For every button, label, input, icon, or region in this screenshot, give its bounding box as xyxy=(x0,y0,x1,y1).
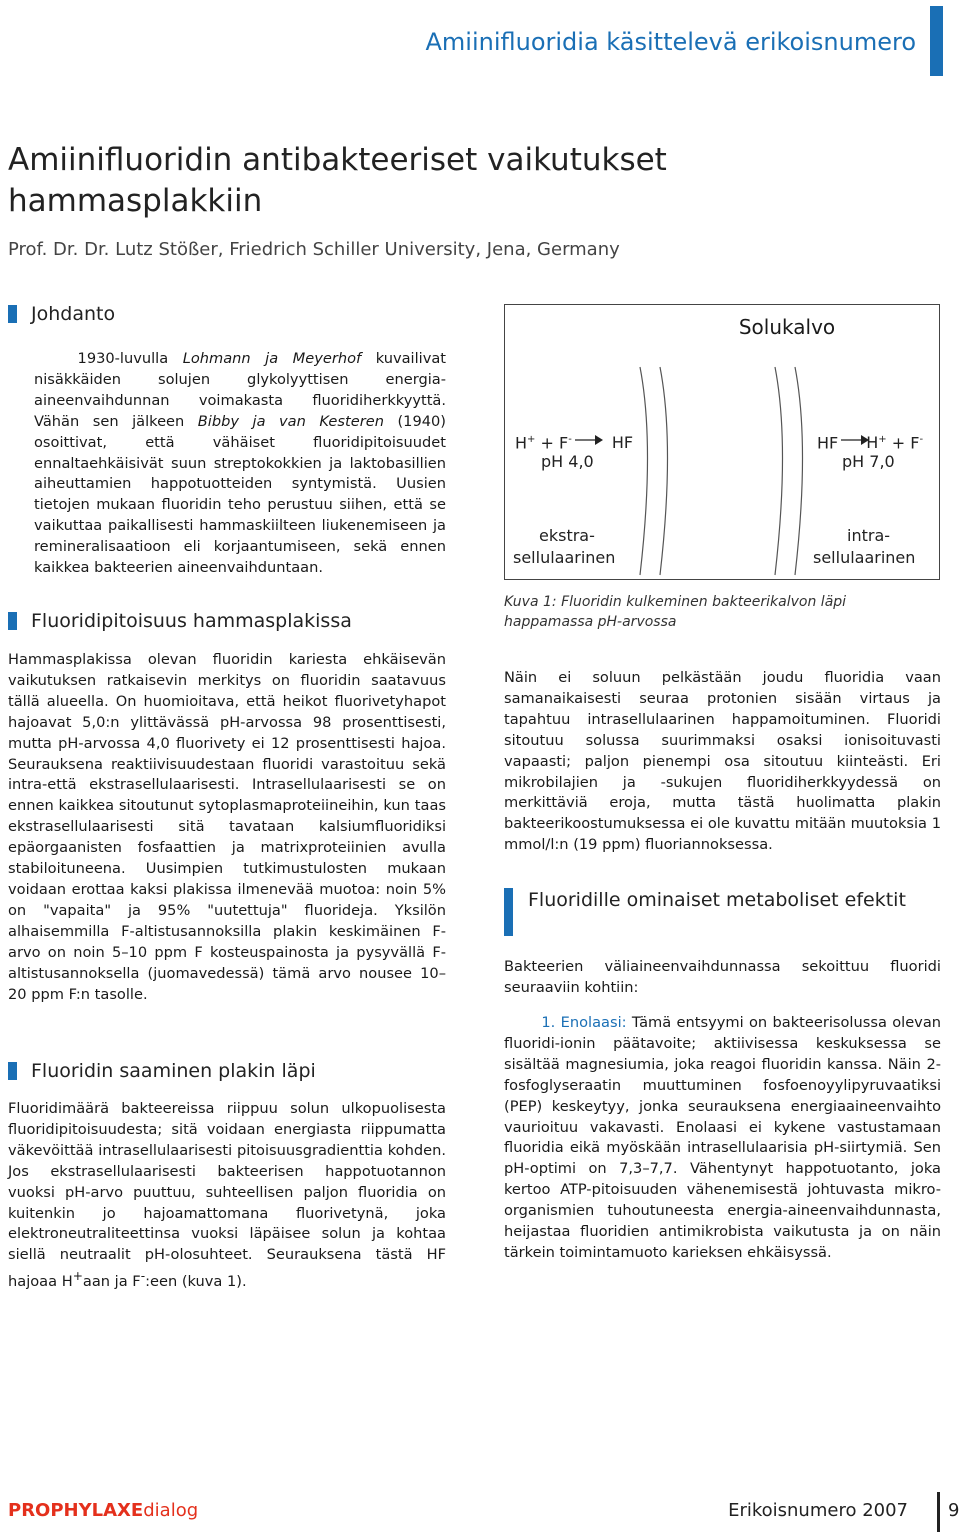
membrane-line xyxy=(795,367,803,575)
superscript: + xyxy=(878,434,887,445)
text-run: kuvailivat nisäkkäiden solujen glykolyyttisen energia-aineenvaihdunnan voimakasta fluoridiherkkyyttä. Vähän sen jälkeen xyxy=(34,350,446,430)
membrane-line xyxy=(660,367,668,575)
figure-title: Solukalvo xyxy=(738,315,836,339)
brand-bold: PROPHYLAXE xyxy=(8,1500,144,1521)
section-heading-fluoridipitoisuus xyxy=(8,610,352,632)
text-run-italic: Lohmann ja Meyerhof xyxy=(182,350,362,367)
figure-caption: Kuva 1: Fluoridin kulkeminen bakteerikalvon läpi happamassa pH-arvossa xyxy=(504,594,847,630)
ph-intracellular: pH 7,0 xyxy=(842,452,895,471)
running-title: Amiinifluoridia käsittelevä erikoisnumero xyxy=(425,28,916,56)
item-label: 1. Enolaasi: xyxy=(541,1014,627,1031)
text-run: :een (kuva 1). xyxy=(145,1273,247,1291)
text-run: + F xyxy=(535,433,569,453)
label-intracellular-1: intra- xyxy=(847,526,891,545)
text-run: H xyxy=(866,433,879,453)
footer-divider xyxy=(937,1492,940,1532)
membrane-line xyxy=(640,367,648,575)
section-johdanto-body xyxy=(34,349,446,579)
text-run: Tämä entsyymi on bakteerisolussa olevan fluoridi-ionin päätavoite; aktiivisessa keskuksessa se sisältää magnesiumia, joka reagoi fluoridin kanssa. Näin 2-fosfoglyseraatin muuttuminen fosfoenoyylipyruvaatiksi (PEP) keskeytyy, jonka seurauksena energiaaineenvaihto vaurioituu vakavasti. Enolaasi ei kykene vastustamaan fluoridia eikä myöskään intrasellulaarisia pH-siirtymiä. Sen pH-optimi on 7,3–7,7. Vähentynyt happotuotanto, joka kertoo ATP-pitoisuuden vähenemisestä johtuvasta mikro-organismien tuhoutuneesta energia-aineenvaihdunnasta, heijastaa fluoridien antimikrobista vaikutusta ja on näin tärkein toimintamuoto karieksen ehkäisyssä. xyxy=(504,1014,942,1261)
superscript: + xyxy=(527,434,536,445)
section-fluoridin-saaminen-body xyxy=(8,1099,446,1293)
metabolic-intro xyxy=(504,957,941,999)
superscript: - xyxy=(568,434,572,445)
paragraph: Bakteerien väliaineenvaihdunnassa sekoittuu fluoridi seuraaviin kohtiin: xyxy=(504,958,941,996)
label-extracellular-2: sellulaarinen xyxy=(513,548,616,567)
label-intracellular-2: sellulaarinen xyxy=(813,548,916,567)
section-heading-text: Fluoridipitoisuus hammasplakissa xyxy=(31,610,352,632)
page-number: 9 xyxy=(948,1500,960,1521)
section-heading-text: Fluoridille ominaiset metaboliset efektit xyxy=(528,889,906,911)
section-marker xyxy=(8,612,17,630)
enolase-paragraph xyxy=(504,1013,941,1264)
superscript: - xyxy=(919,434,924,445)
section-heading-metaboliset xyxy=(504,886,934,915)
section-heading-johdanto xyxy=(8,303,115,325)
section-fluoridipitoisuus-body xyxy=(8,650,446,1005)
article-title: Amiinifluoridin antibakteeriset vaikutukset hammasplakkiin xyxy=(8,142,667,219)
text-run: HF xyxy=(817,433,839,453)
section-marker xyxy=(8,305,17,323)
section-marker xyxy=(504,888,513,936)
paragraph: Hammasplakissa olevan fluoridin kariesta ehkäisevän vaikutuksen ratkaisevin merkitys on fluoridin saatavuus tällä alueella. On huomioitava, että heikot fluorivetyhapot hajoavat 5,0:n ylittävässä pH-arvossa 98 prosenttisesti, mutta pH-arvossa 4,0 fluorivety ei 12 prosenttisesti hajoa. Seurauksena reaktiivisuudestaan fluoridi varastoituu sekä intra-että ekstrasellulaarisesti. Intrasellulaarisesti se on ennen kaikkea sitoutunut sytoplasmaproteiineihin, kun taas ekstrasellulaarisesti sitä tavataan kalsiumfluoridiksi epäorgaanisten fosfaattien ja matrixproteiinien avulla stabiloituneena. Uusimpien tutkimustulosten mukaan voidaan erottaa kaksi plakissa ilmenevää muotoa: noin 5% on "vapaita" ja 95% "uutettuja" fluorideja. Yksilön alhaisemmilla F-altistusannoksilla plakin keskimäinen F-arvo on noin 5–10 ppm F kosteuspainosta ja pysyvällä F-altistusannoksella (juomavedessä) tämä arvo nousee 10–20 ppm F:n tasolle. xyxy=(8,651,446,1003)
header-accent-bar xyxy=(930,6,943,76)
section-heading-text: Fluoridin saaminen plakin läpi xyxy=(31,1060,316,1082)
right-column-paragraph xyxy=(504,668,941,856)
figure-cell-membrane xyxy=(504,304,940,580)
label-extracellular-1: ekstra- xyxy=(539,526,595,545)
section-heading-text: Johdanto xyxy=(31,303,116,325)
section-heading-fluoridin-saaminen xyxy=(8,1060,316,1082)
article-author: Prof. Dr. Dr. Lutz Stößer, Friedrich Schiller University, Jena, Germany xyxy=(8,239,620,260)
issue-label: Erikoisnumero 2007 xyxy=(728,1500,908,1521)
text-run: 1930-luvulla xyxy=(77,350,169,367)
text-run: HF xyxy=(611,433,634,453)
ph-extracellular: pH 4,0 xyxy=(541,452,594,471)
section-marker xyxy=(8,1062,17,1080)
text-run: Fluoridimäärä bakteereissa riippuu solun ulkopuolisesta fluoridipitoisuudesta; sitä voidaan energiasta riippumatta väkevöittää intrasellulaarisesti pitoisuusgradienttia kohden. Jos ekstrasellulaarisesti bakteerisen happotuotannon vuoksi pH-arvo puuttuu, suhteellisen paljon fluoridia on kuitenkin jo hajoamattomana fluorivetynä, joka elektroneutraliteettinsa vuoksi läpäisee solun ja kohtaa siellä neutraalit pH-olosuhteet. Seurauksena tästä HF hajoaa H xyxy=(8,1100,446,1291)
text-run: (1940) osoittivat, että vähäiset fluoridipitoisuudet ennaltaehkäisivät suun streptokokkien ja laktobasillien aiheuttamien happotuotteiden syntymistä. Uusien tietojen mukaan fluoridin teho perustuu siihen, että se vaikuttaa paikallisesti hammaskiilteen liukenemiseen ja remineralisaatioon eli korjaantumiseen, sekä ennen kaikkea bakteerien aineenvaihduntaan. xyxy=(34,412,446,577)
text-run: H xyxy=(515,433,528,453)
text-run: + F xyxy=(886,433,920,453)
superscript: - xyxy=(140,1269,146,1284)
membrane-line xyxy=(775,367,783,575)
paragraph: Näin ei soluun pelkästään joudu fluoridia vaan samanaikaisesti seuraa protonien sisään virtaus ja tapahtuu intrasellulaarinen happamoituminen. Fluoridi sitoutuu solussa suurimmaksi osaksi ionisoituvasti vapaasti; paljon pienempi osa sitoutuu kiinteästi. Eri mikrobilajien ja -sukujen fluoridiherkkyydessä on merkittäviä eroja, mutta tästä huolimatta plakin bakteerikoostumuksessa ei ole kuvattu mitään muutoksia 1 mmol/l:n (19 ppm) fluoriannoksessa. xyxy=(504,669,941,854)
brand-rest: dialog xyxy=(143,1500,199,1521)
brand-logo xyxy=(8,1500,198,1521)
text-run-italic: Bibby ja van Kesteren xyxy=(197,412,384,430)
superscript: + xyxy=(72,1269,83,1284)
text-run: aan ja F xyxy=(82,1273,141,1291)
